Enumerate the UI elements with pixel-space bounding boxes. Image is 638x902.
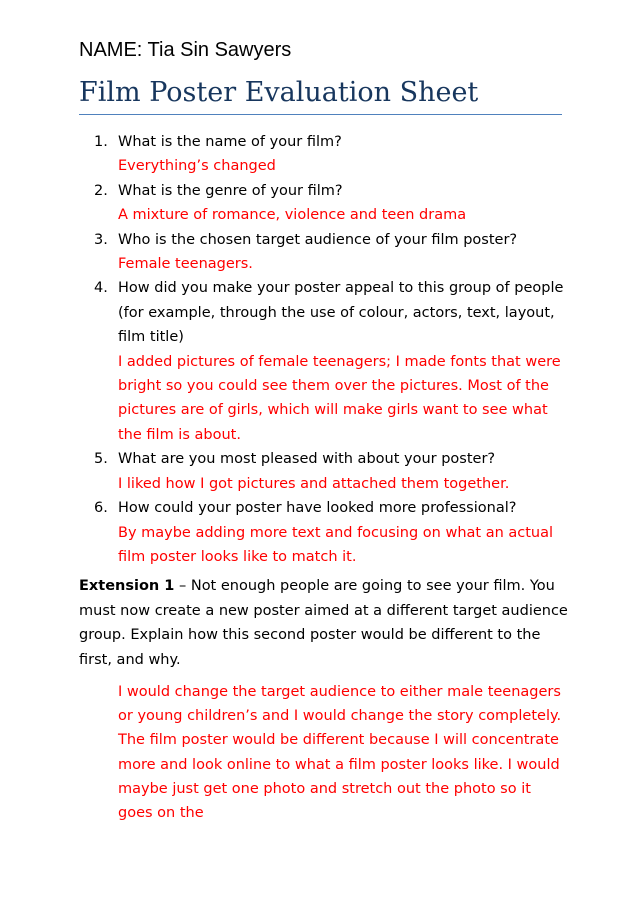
extension-answer: I would change the target audience to either male teenagers or young children’s and I would change the story completely. The film poster would be different because I will concentrate more and look online to what a film poster looks like. I would maybe just get one photo and stretch out the photo so it goes on the: [118, 684, 562, 822]
question-number: 6.: [94, 500, 108, 517]
question-text: How could your poster have looked more professional?: [118, 500, 517, 517]
question-item-6: [0, 496, 638, 569]
question-number: 5.: [94, 451, 108, 468]
question-answer: I liked how I got pictures and attached them together.: [118, 475, 510, 492]
question-number: 1.: [94, 134, 108, 150]
question-answer: I added pictures of female teenagers; I made fonts that were bright so you could see them over the pictures. Most of the pictures are of girls, which will make girls want to see what the film is about.: [118, 353, 561, 443]
question-item-5: [0, 447, 638, 496]
question-number: 3.: [94, 231, 108, 248]
extension-text: – Not enough people are going to see your film. You must now create a new poster aimed at a different target audience group. Explain how this second poster would be different to the first, and why.: [79, 578, 568, 668]
question-answer: By maybe adding more text and focusing on what an actual film poster looks like to match it.: [118, 524, 554, 565]
student-name: NAME: Tia Sin Sawyers: [79, 39, 292, 61]
question-answer: A mixture of romance, violence and teen drama: [118, 207, 467, 224]
question-text: What are you most pleased with about your poster?: [118, 451, 496, 468]
extension-label: Extension 1: [79, 578, 175, 594]
question-list: [0, 130, 638, 569]
question-text: What is the genre of your film?: [118, 182, 343, 199]
question-number: 2.: [94, 182, 108, 199]
page-title: Film Poster Evaluation Sheet: [79, 77, 479, 108]
question-text: How did you make your poster appeal to this group of people (for example, through the use of colour, actors, text, layout, film title): [118, 280, 564, 346]
question-item-4: [0, 276, 638, 447]
question-item-3: [0, 228, 638, 277]
question-text: Who is the chosen target audience of your film poster?: [118, 231, 518, 248]
question-item-1: [0, 130, 638, 179]
question-item-2: [0, 179, 638, 228]
question-answer: Female teenagers.: [118, 256, 253, 273]
extension-prompt: [79, 574, 569, 672]
question-text: What is the name of your film?: [118, 134, 342, 150]
title-underline: [79, 114, 562, 115]
question-number: 4.: [94, 280, 108, 297]
question-answer: Everything’s changed: [118, 158, 276, 175]
